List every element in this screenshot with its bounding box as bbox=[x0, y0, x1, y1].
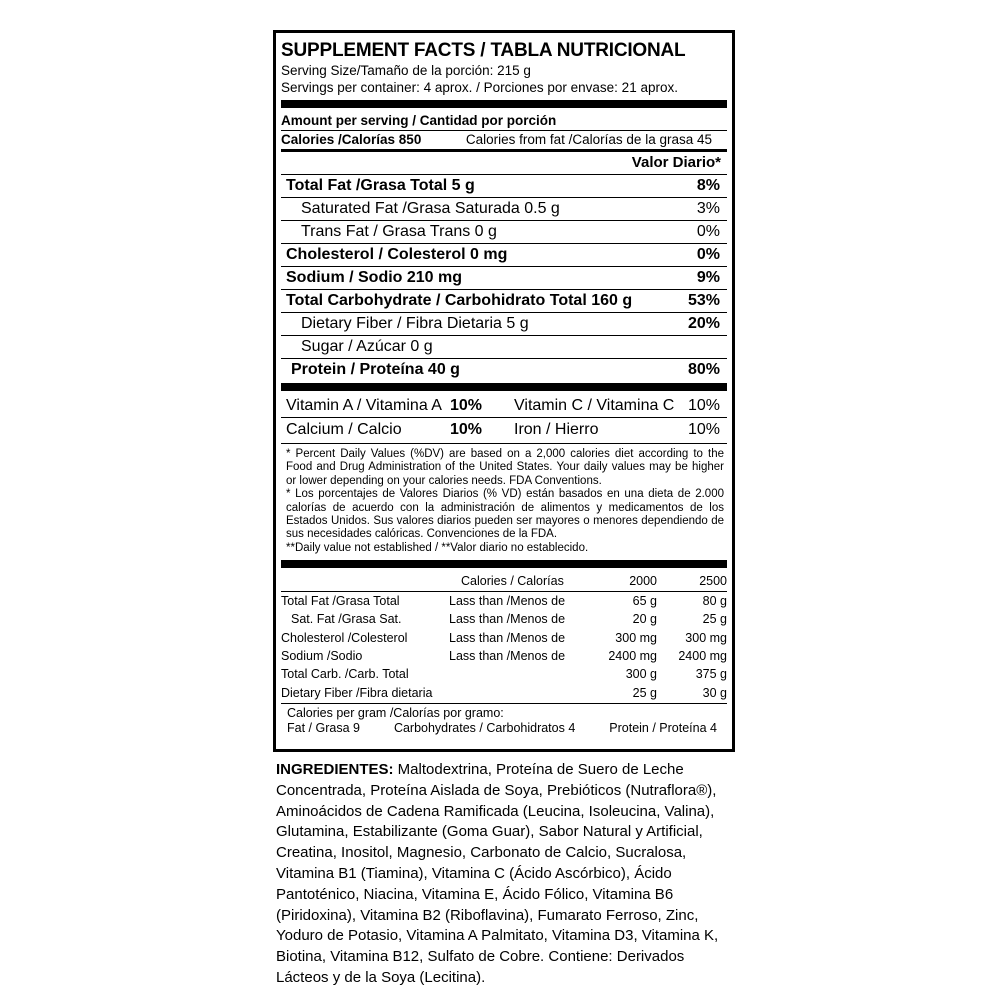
nutrient-label: Total Fat /Grasa Total 5 g bbox=[286, 177, 475, 194]
table-row bbox=[281, 610, 727, 628]
vitamin-row bbox=[281, 394, 727, 417]
thick-divider bbox=[281, 100, 727, 108]
nutrient-row-sugar bbox=[281, 336, 727, 358]
supplement-facts-panel bbox=[273, 30, 735, 752]
nutrient-label: Cholesterol / Colesterol 0 mg bbox=[286, 246, 508, 263]
daily-values-header-row bbox=[281, 572, 727, 590]
vitamin-label: Vitamin C / Vitamina C bbox=[514, 397, 675, 414]
ingredients-list bbox=[276, 760, 724, 989]
nutrient-percent: 0% bbox=[696, 223, 720, 240]
table-cell bbox=[281, 572, 449, 590]
daily-value-header-label: Valor Diario* bbox=[631, 154, 721, 171]
table-cell: Calories / Calorías bbox=[461, 574, 564, 589]
table-cell: Lass than /Menos de bbox=[449, 612, 566, 627]
thick-divider bbox=[281, 560, 727, 568]
table-cell: Cholesterol /Colesterol bbox=[281, 630, 408, 645]
nutrient-row-total-carbohydrate bbox=[281, 290, 727, 312]
calories-label: Calories /Calorías 850 bbox=[281, 132, 422, 147]
table-cell: 300 mg bbox=[685, 630, 727, 645]
table-row bbox=[281, 665, 727, 683]
calories-from-fat: Calories from fat /Calorías de la grasa 45 bbox=[465, 132, 712, 147]
nutrient-label: Saturated Fat /Grasa Saturada 0.5 g bbox=[301, 200, 560, 217]
table-cell: 2400 mg bbox=[678, 649, 727, 663]
calories-per-gram bbox=[281, 704, 727, 736]
nutrient-label: Total Carbohydrate / Carbohidrato Total 160 g bbox=[286, 292, 633, 309]
table-cell: 2400 mg bbox=[608, 649, 657, 663]
nutrient-row-saturated-fat bbox=[281, 198, 727, 220]
nutrient-row-cholesterol bbox=[281, 244, 727, 266]
table-cell: 80 g bbox=[702, 593, 727, 608]
footnote-daily-value: **Daily value not established / **Valor diario no establecido. bbox=[286, 541, 589, 554]
table-row bbox=[281, 592, 727, 610]
nutrient-label: Sugar / Azúcar 0 g bbox=[301, 338, 433, 355]
vitamin-row bbox=[281, 418, 727, 441]
table-row bbox=[281, 684, 727, 702]
ingredients-label: INGREDIENTES: bbox=[276, 761, 394, 778]
nutrient-label: Dietary Fiber / Fibra Dietaria 5 g bbox=[301, 315, 529, 332]
panel-title: SUPPLEMENT FACTS / TABLA NUTRICIONAL bbox=[281, 40, 686, 61]
vitamin-label: Vitamin A / Vitamina A bbox=[286, 397, 442, 414]
nutrient-percent: 0% bbox=[696, 246, 720, 263]
table-cell: Dietary Fiber /Fibra dietaria bbox=[281, 685, 433, 700]
nutrient-percent: 80% bbox=[687, 361, 720, 378]
table-cell: 30 g bbox=[702, 685, 727, 700]
table-cell: Sodium /Sodio bbox=[281, 649, 363, 663]
nutrient-percent: 9% bbox=[696, 269, 720, 286]
nutrient-row-protein bbox=[281, 359, 727, 381]
table-cell: Total Fat /Grasa Total bbox=[281, 593, 400, 608]
table-row bbox=[281, 647, 727, 665]
table-cell: Lass than /Menos de bbox=[449, 630, 566, 645]
nutrient-label: Sodium / Sodio 210 mg bbox=[286, 269, 463, 286]
vitamin-label: Iron / Hierro bbox=[514, 421, 599, 438]
nutrient-percent: 3% bbox=[696, 200, 720, 217]
amount-per-serving: Amount per serving / Cantidad por porción bbox=[281, 113, 557, 128]
fat-calories: Fat / Grasa 9 bbox=[287, 720, 360, 735]
nutrient-row-trans-fat bbox=[281, 221, 727, 243]
table-cell: 2500 bbox=[699, 574, 727, 589]
vitamin-percent: 10% bbox=[687, 397, 720, 414]
serving-size: Serving Size/Tamaño de la porción: 215 g bbox=[281, 63, 531, 78]
footnote-spanish: * Los porcentajes de Valores Diarios (% VD) están basados en una dieta de 2.000 calorías de acuerdo con la administración de alimentos y medicamentos de los Estados Unidos. Sus valores diarios pueden ser mayores o menores dependiendo de sus necesidades calóricas. Convenciones de la FDA. bbox=[286, 488, 724, 541]
thick-divider bbox=[281, 383, 727, 391]
table-cell: 25 g bbox=[702, 612, 727, 627]
vitamin-percent: 10% bbox=[450, 397, 483, 414]
nutrient-row-dietary-fiber bbox=[281, 313, 727, 335]
nutrient-row-total-fat bbox=[281, 175, 727, 197]
table-cell: 65 g bbox=[632, 593, 657, 608]
calories-per-gram-values bbox=[287, 721, 717, 736]
table-row bbox=[281, 628, 727, 646]
table-cell: Lass than /Menos de bbox=[449, 593, 566, 608]
table-cell: 300 mg bbox=[615, 630, 657, 645]
vitamin-percent: 10% bbox=[687, 421, 720, 438]
footnotes bbox=[281, 444, 727, 558]
table-cell: 25 g bbox=[632, 685, 657, 700]
nutrient-percent: 53% bbox=[687, 292, 720, 309]
protein-calories: Protein / Proteína 4 bbox=[609, 720, 717, 735]
table-cell: Sat. Fat /Grasa Sat. bbox=[291, 612, 402, 627]
table-cell: 300 g bbox=[625, 667, 657, 682]
table-cell bbox=[449, 684, 595, 702]
table-cell: Total Carb. /Carb. Total bbox=[281, 667, 409, 682]
table-cell bbox=[449, 665, 595, 683]
nutrient-row-sodium bbox=[281, 267, 727, 289]
servings-per-container: Servings per container: 4 aprox. / Porciones por envase: 21 aprox. bbox=[281, 80, 678, 95]
daily-value-header bbox=[281, 152, 727, 174]
table-cell: Lass than /Menos de bbox=[449, 649, 566, 663]
nutrient-percent: 8% bbox=[696, 177, 720, 194]
vitamin-label: Calcium / Calcio bbox=[286, 421, 402, 438]
calories-per-gram-label: Calories per gram /Calorías por gramo: bbox=[287, 705, 504, 720]
daily-values-table bbox=[281, 572, 727, 702]
vitamin-percent: 10% bbox=[450, 421, 483, 438]
nutrient-label: Trans Fat / Grasa Trans 0 g bbox=[301, 223, 497, 240]
calories-row bbox=[281, 131, 727, 149]
nutrient-label: Protein / Proteína 40 g bbox=[291, 361, 460, 378]
table-cell: 20 g bbox=[632, 612, 657, 627]
ingredients-text: Maltodextrina, Proteína de Suero de Leche Concentrada, Proteína Aislada de Soya, Prebióticos (Nutraflora®), Aminoácidos de Cadena Ramificada (Leucina, Isoleucina, Valina), Glutamina, Estabilizante (Goma Guar), Sabor Natural y Artificial, Creatina, Inositol, Magnesio, Carbonato de Calcio, Sucralosa, Vitamina B1 (Tiamina), Vitamina C (Ácido Ascórbico), Ácido Pantoténico, Niacina, Vitamina E, Ácido Fólico, Vitamina B6 (Piridoxina), Vitamina B2 (Riboflavina), Fumarato Ferroso, Zinc, Yoduro de Potasio, Vitamina A Palmitato, Vitamina D3, Vitamina K, Biotina, Vitamina B12, Sulfato de Cobre. Contiene: Derivados Lácteos y de la Soya (Lecitina). bbox=[276, 761, 719, 986]
nutrient-percent: 20% bbox=[687, 315, 720, 332]
carbohydrate-calories: Carbohydrates / Carbohidratos 4 bbox=[393, 720, 576, 735]
footnote-english: * Percent Daily Values (%DV) are based on a 2,000 calories diet according to the Food and Drug Administration of the United States. Your daily values may be higher or lower depending on your calories needs. FDA Conventions. bbox=[286, 448, 724, 487]
table-cell: 375 g bbox=[695, 667, 727, 682]
table-cell: 2000 bbox=[629, 574, 657, 589]
